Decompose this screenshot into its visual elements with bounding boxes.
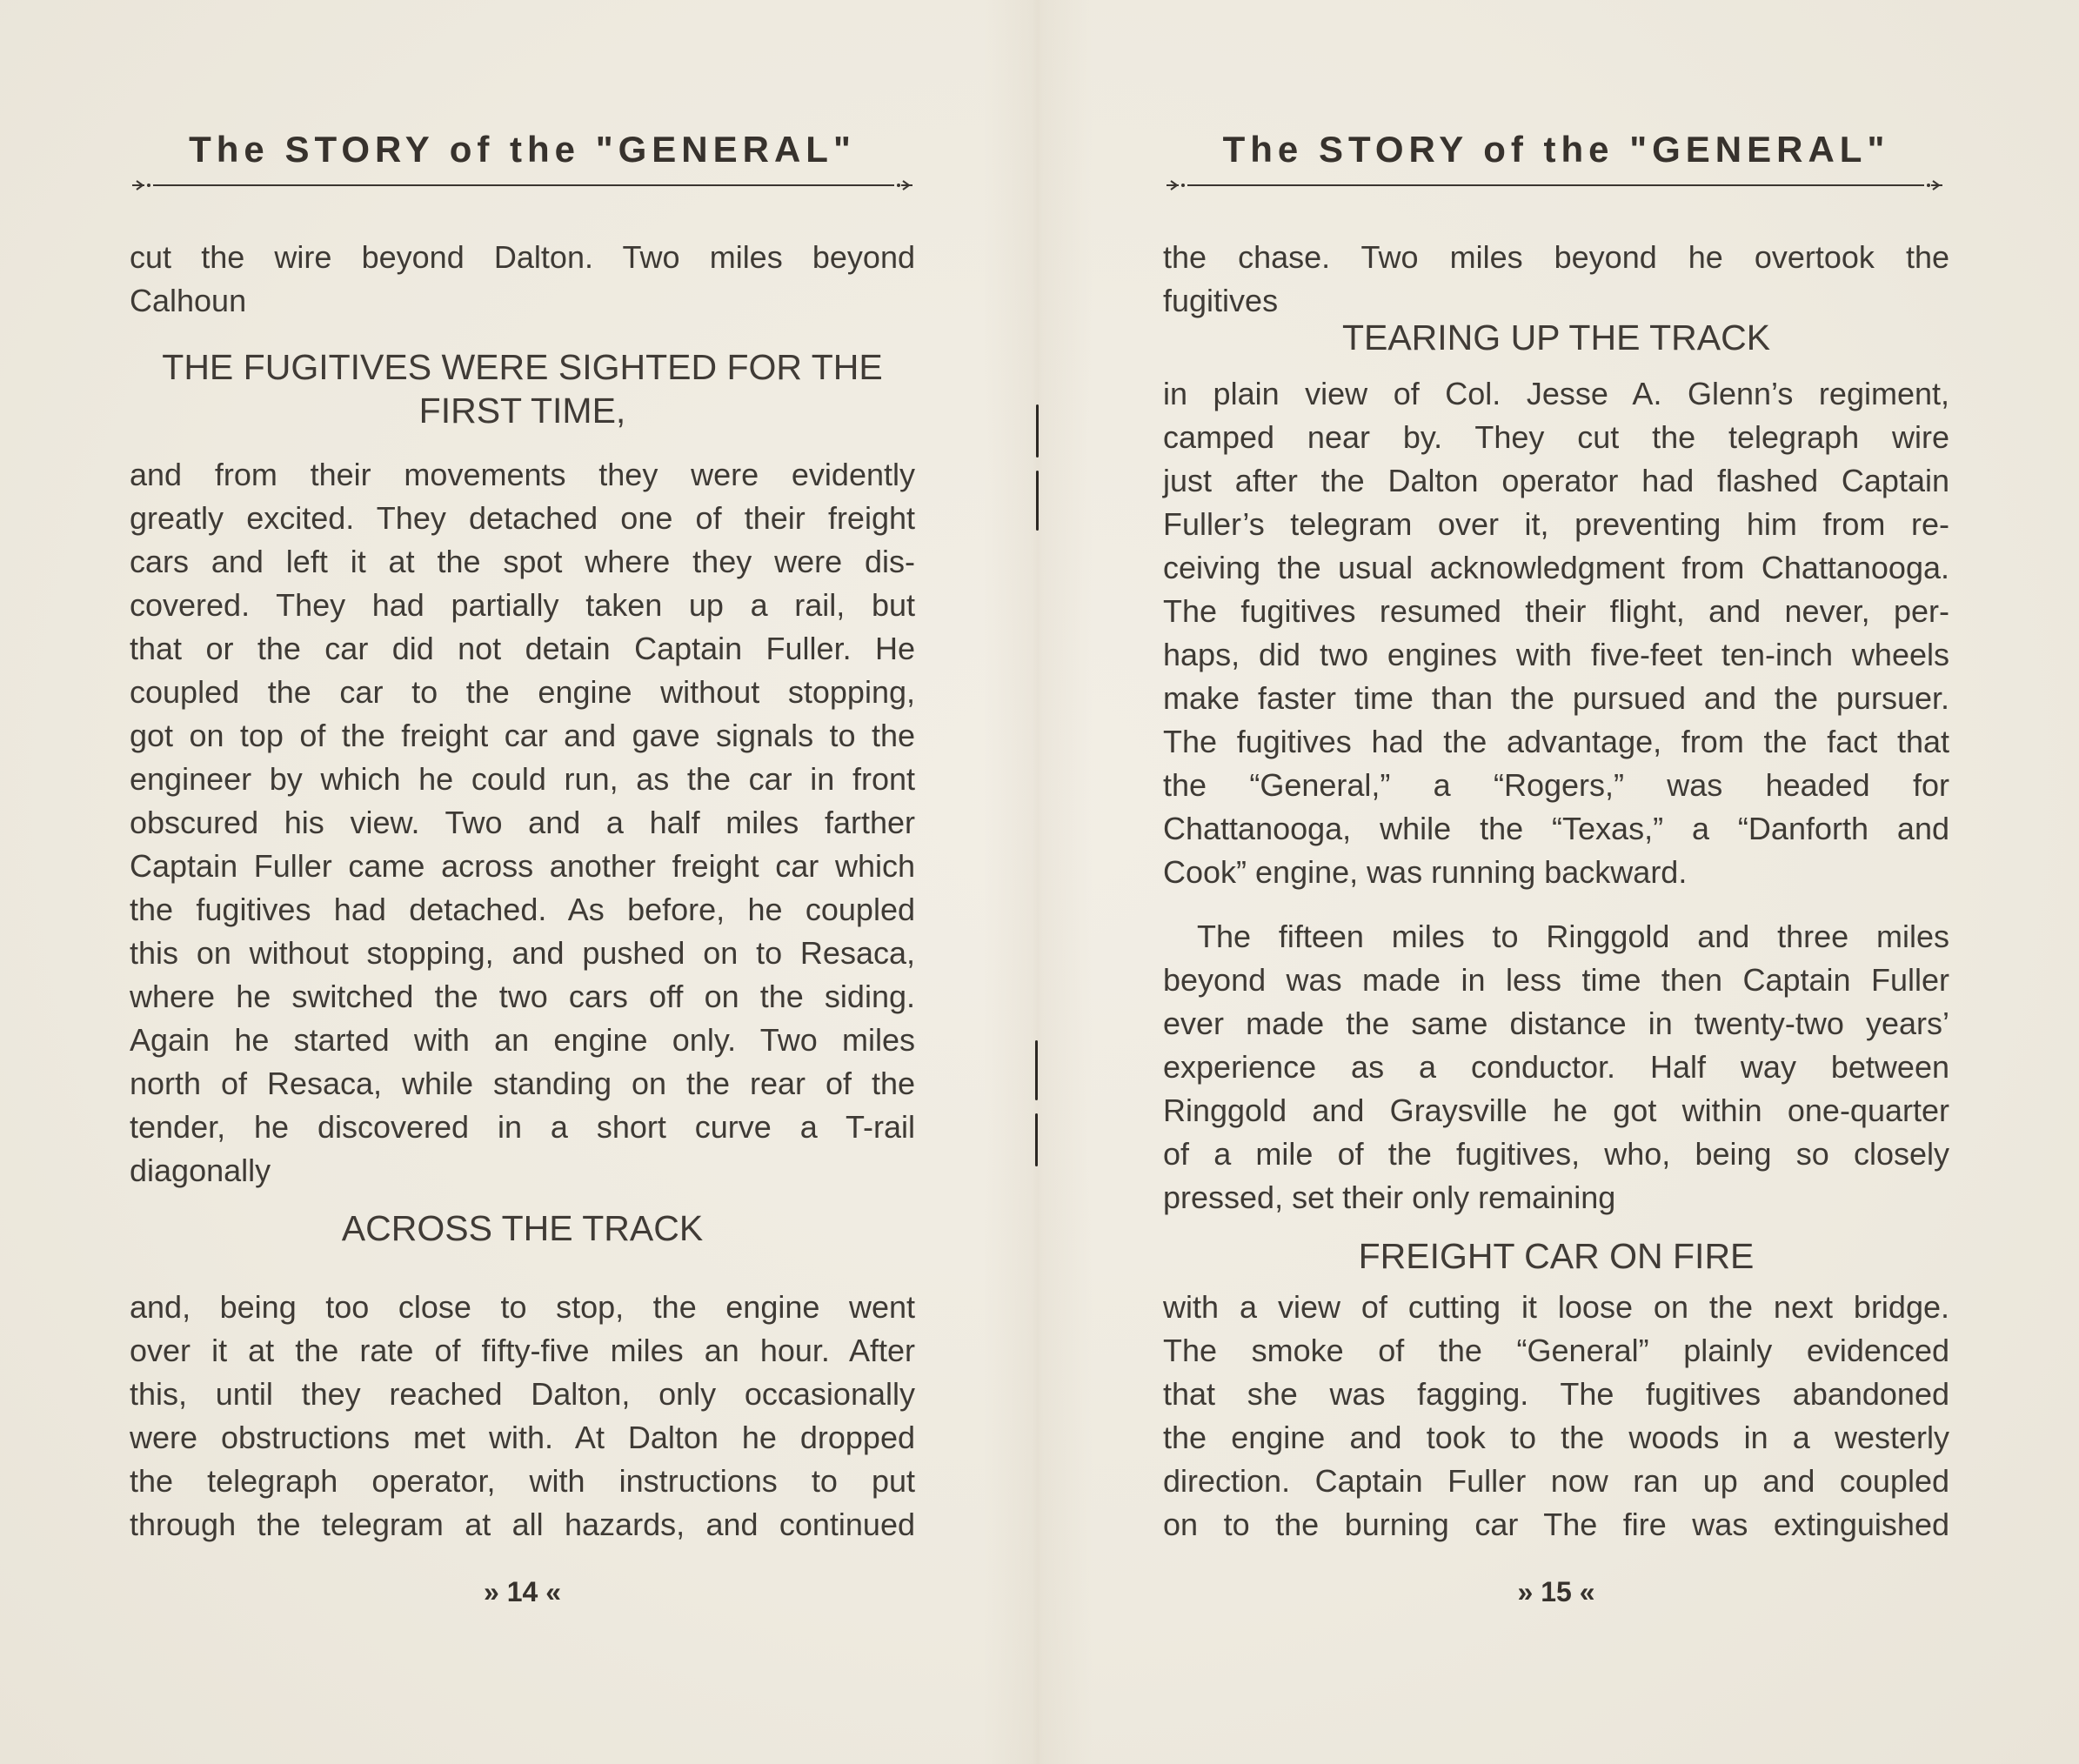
body-line: and from their movements they were evidently bbox=[130, 457, 915, 492]
body-line: ever made the same distance in twenty-two years’ bbox=[1163, 1006, 1949, 1041]
body-line: north of Resaca, while standing on the rear of the bbox=[130, 1066, 915, 1101]
body-line: The fugitives had the advantage, from the fact that bbox=[1163, 724, 1949, 759]
body-line: the fugitives had detached. As before, he coupled bbox=[130, 892, 915, 927]
page-number: » 15 « bbox=[1517, 1576, 1595, 1607]
body-line: beyond was made in less time then Captain Fuller bbox=[1163, 962, 1949, 998]
body-line: this, until they reached Dalton, only occasionally bbox=[130, 1376, 915, 1412]
section-heading: FIRST TIME, bbox=[418, 391, 626, 431]
body-line: where he switched the two cars off on the siding. bbox=[130, 979, 915, 1014]
book-gutter bbox=[983, 0, 1093, 1764]
body-line: coupled the car to the engine without stopping, bbox=[130, 674, 915, 710]
left-page bbox=[130, 0, 915, 1764]
body-line: and, being too close to stop, the engine went bbox=[130, 1289, 915, 1325]
body-line: covered. They had partially taken up a rail, but bbox=[130, 587, 915, 623]
body-line: The fugitives resumed their flight, and never, per- bbox=[1163, 593, 1949, 629]
body-line: greatly excited. They detached one of their freight bbox=[130, 500, 915, 536]
body-line: Fuller’s telegram over it, preventing him from re- bbox=[1163, 506, 1949, 542]
body-line: cut the wire beyond Dalton. Two miles beyond bbox=[130, 239, 915, 275]
body-line: The fifteen miles to Ringgold and three miles bbox=[1197, 919, 1949, 954]
body-line: Chattanooga, while the “Texas,” a “Danforth and bbox=[1163, 811, 1949, 846]
body-line: Calhoun bbox=[130, 283, 247, 318]
section-heading: THE FUGITIVES WERE SIGHTED FOR THE bbox=[162, 347, 883, 387]
body-line: pressed, set their only remaining bbox=[1163, 1179, 1616, 1215]
section-heading: FREIGHT CAR ON FIRE bbox=[1358, 1236, 1755, 1276]
page-number: » 14 « bbox=[484, 1576, 561, 1607]
body-line: make faster time than the pursued and the pursuer. bbox=[1163, 680, 1949, 716]
body-line: direction. Captain Fuller now ran up and coupled bbox=[1163, 1463, 1949, 1499]
staple-mark bbox=[1036, 471, 1039, 531]
body-line: the telegraph operator, with instructions to put bbox=[130, 1463, 915, 1499]
body-line: Cook” engine, was running backward. bbox=[1163, 854, 1688, 890]
body-line: obscured his view. Two and a half miles farther bbox=[130, 805, 915, 840]
staple-mark bbox=[1035, 1040, 1038, 1100]
body-line: just after the Dalton operator had flashed Captain bbox=[1163, 463, 1949, 498]
body-line: the engine and took to the woods in a westerly bbox=[1163, 1420, 1949, 1455]
body-line: through the telegram at all hazards, and continued bbox=[130, 1507, 915, 1542]
body-line: the chase. Two miles beyond he overtook the bbox=[1163, 239, 1949, 275]
body-line: that or the car did not detain Captain Fuller. He bbox=[130, 631, 915, 666]
body-line: The smoke of the “General” plainly evidenced bbox=[1163, 1333, 1949, 1368]
body-line: the “General,” a “Rogers,” was headed for bbox=[1163, 767, 1949, 803]
body-line: diagonally bbox=[130, 1153, 271, 1188]
body-line: haps, did two engines with five-feet ten-inch wheels bbox=[1163, 637, 1949, 672]
body-line: this on without stopping, and pushed on to Resaca, bbox=[130, 935, 915, 971]
body-line: over it at the rate of fifty-five miles an hour. After bbox=[130, 1333, 915, 1368]
body-line: Again he started with an engine only. Two miles bbox=[130, 1022, 915, 1058]
body-line: Captain Fuller came across another freight car which bbox=[130, 848, 915, 884]
body-line: cars and left it at the spot where they were dis- bbox=[130, 544, 915, 579]
body-line: camped near by. They cut the telegraph wire bbox=[1163, 419, 1949, 455]
body-line: engineer by which he could run, as the car in front bbox=[130, 761, 915, 797]
running-header: The STORY of the "GENERAL" bbox=[1222, 129, 1890, 170]
body-line: fugitives bbox=[1163, 283, 1279, 318]
body-line: were obstructions met with. At Dalton he dropped bbox=[130, 1420, 915, 1455]
right-page bbox=[1163, 0, 1949, 1764]
section-heading: ACROSS THE TRACK bbox=[341, 1208, 704, 1248]
body-line: ceiving the usual acknowledgment from Chattanooga. bbox=[1163, 550, 1949, 585]
staple-mark bbox=[1036, 404, 1039, 458]
staple-mark bbox=[1035, 1113, 1038, 1166]
body-line: Ringgold and Graysville he got within one-quarter bbox=[1163, 1092, 1949, 1128]
body-line: in plain view of Col. Jesse A. Glenn’s regiment, bbox=[1163, 376, 1949, 411]
section-heading: TEARING UP THE TRACK bbox=[1341, 317, 1771, 357]
body-line: of a mile of the fugitives, who, being so closely bbox=[1163, 1136, 1949, 1172]
body-line: got on top of the freight car and gave signals to the bbox=[130, 718, 915, 753]
body-line: experience as a conductor. Half way between bbox=[1163, 1049, 1949, 1085]
running-header: The STORY of the "GENERAL" bbox=[189, 129, 856, 170]
body-line: with a view of cutting it loose on the next bridge. bbox=[1163, 1289, 1949, 1325]
body-line: on to the burning car The fire was extinguished bbox=[1163, 1507, 1949, 1542]
body-line: tender, he discovered in a short curve a T-rail bbox=[130, 1109, 915, 1145]
body-line: that she was fagging. The fugitives abandoned bbox=[1163, 1376, 1949, 1412]
